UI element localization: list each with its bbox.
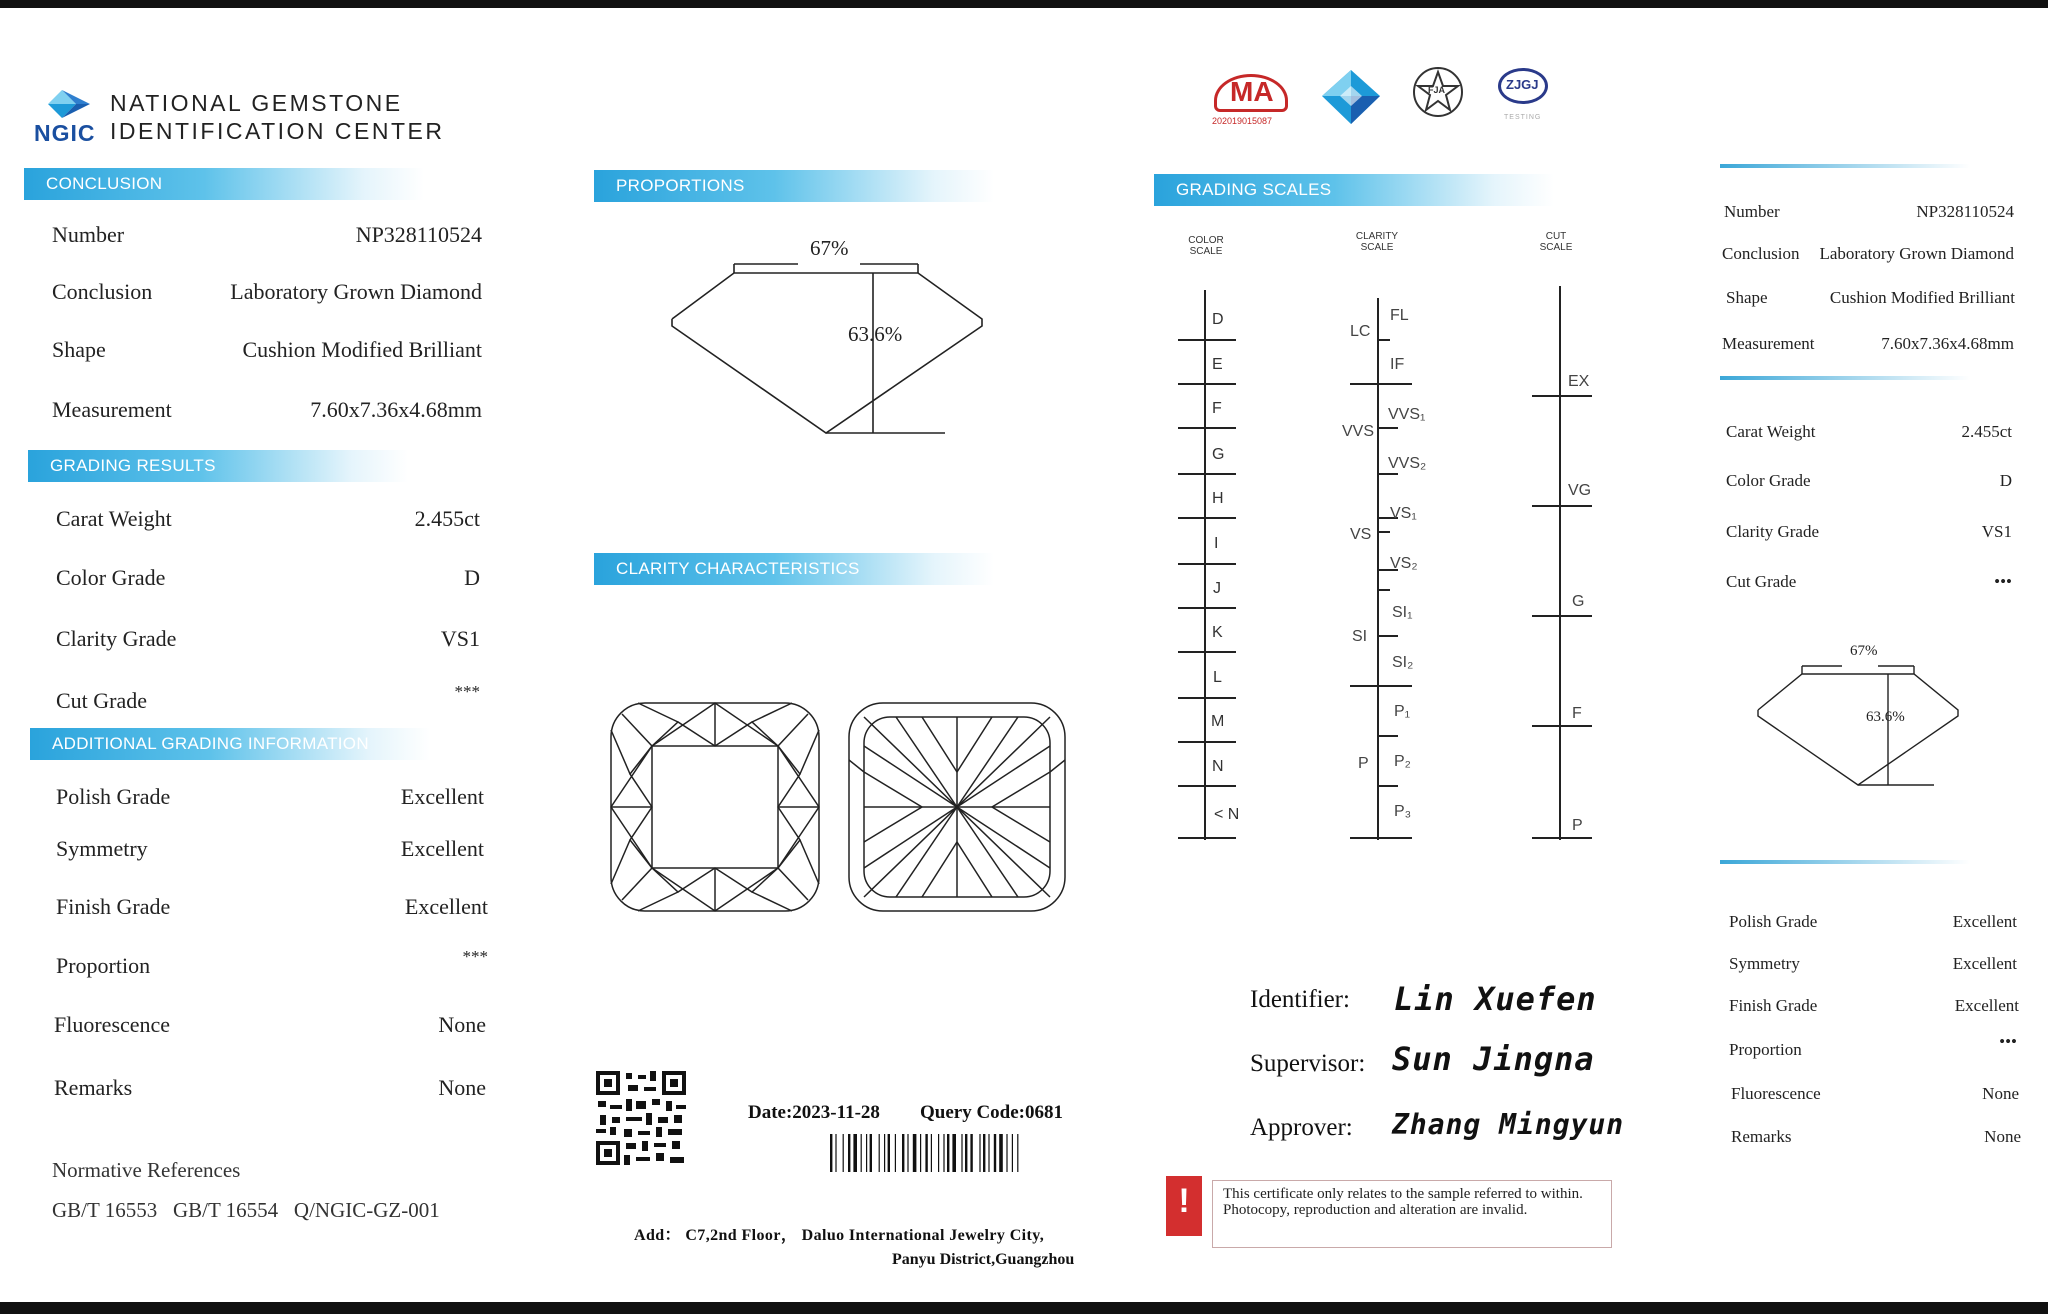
disclaimer-warning-icon: [1166, 1176, 1202, 1236]
supervisor-signature: Sun Jingna: [1392, 1040, 1595, 1078]
row-label: Proportion: [56, 953, 151, 978]
pavilion-plot: [846, 700, 1068, 914]
clarity-group: VVS: [1342, 423, 1375, 440]
row-label: Symmetry: [1729, 954, 1800, 973]
zjgj-logo: [1494, 68, 1552, 128]
summary-row: [1731, 1127, 2021, 1151]
summary-row: [1729, 1032, 2017, 1064]
row-value: •••: [1994, 572, 2012, 591]
row-label: Carat Weight: [56, 506, 172, 531]
disclaimer-box: [1212, 1180, 1612, 1248]
row-value: Excellent: [400, 836, 484, 861]
qr-code-icon: [596, 1071, 686, 1165]
org-name-line1: NATIONAL GEMSTONE: [110, 90, 403, 116]
query-code: Query Code:0681: [920, 1102, 1064, 1123]
summary-proportions-diagram: [1754, 640, 1964, 790]
cut-grade: EX: [1568, 373, 1590, 390]
summary-row: [1731, 1084, 2019, 1108]
color-letter: G: [1212, 446, 1225, 463]
clarity-grade: VVS₁: [1388, 406, 1426, 423]
grading-row: [56, 682, 480, 718]
row-label: Symmetry: [56, 836, 148, 861]
row-value: ***: [462, 947, 488, 966]
grading-row: [56, 506, 480, 536]
proportions-banner: PROPORTIONS: [594, 170, 994, 202]
fja-logo: [1412, 66, 1464, 118]
row-value: 2.455ct: [1961, 422, 2012, 441]
clarity-grade: P₂: [1394, 753, 1411, 770]
diamond-profile-small-icon: [1754, 640, 1964, 790]
color-scale-head: COLOR SCALE: [1188, 235, 1224, 257]
color-letter: N: [1212, 758, 1224, 775]
conclusion-row: [52, 337, 482, 367]
diamond-small-icon: [1320, 70, 1382, 128]
crown-plot: [608, 700, 822, 914]
row-label: Proportion: [1729, 1040, 1802, 1059]
normative-title: Normative References: [52, 1158, 241, 1182]
clarity-grade: P₃: [1394, 803, 1412, 820]
depth-percentage: 63.6%: [848, 322, 903, 346]
summary-divider: [1720, 376, 1970, 380]
clarity-grade: IF: [1390, 356, 1405, 373]
fja-text: FJA: [1428, 85, 1446, 95]
summary-row: [1729, 954, 2017, 978]
clarity-grade: VS₁: [1390, 505, 1417, 522]
row-label: Conclusion: [52, 279, 153, 304]
summary-divider: [1720, 164, 1970, 168]
color-letter: K: [1212, 624, 1223, 641]
identifier-signature: Lin Xuefen: [1394, 980, 1597, 1018]
normative-refs: GB/T 16553 GB/T 16554 Q/NGIC-GZ-001: [52, 1198, 440, 1222]
row-value: 7.60x7.36x4.68mm: [1881, 334, 2014, 353]
cut-grade: F: [1572, 705, 1582, 722]
color-letter: H: [1212, 490, 1224, 507]
conclusion-row: [52, 222, 482, 252]
row-value: 7.60x7.36x4.68mm: [310, 397, 482, 422]
summary-row: [1726, 471, 2012, 495]
color-letter: M: [1211, 713, 1225, 730]
clarity-group: P: [1358, 755, 1369, 772]
disclaimer-text: This certificate only relates to the sample referred to within. Photocopy, reproduction and alteration are invalid.: [1223, 1186, 1583, 1218]
color-letter: J: [1213, 580, 1221, 597]
grading-scales-banner: GRADING SCALES: [1154, 174, 1554, 206]
row-value: Excellent: [1952, 912, 2017, 931]
additional-row: [54, 1075, 486, 1105]
grading-results-banner: GRADING RESULTS: [28, 450, 408, 482]
row-value: None: [438, 1075, 486, 1100]
clarity-scale-head: CLARITY SCALE: [1355, 231, 1399, 253]
conclusion-row: [52, 397, 482, 427]
additional-row: [56, 947, 488, 983]
additional-row: [54, 1012, 486, 1042]
grading-row: [56, 626, 480, 656]
cut-grade: G: [1572, 593, 1585, 610]
address-line2: Panyu District,Guangzhou: [892, 1251, 1075, 1268]
color-letter: < N: [1214, 806, 1240, 823]
clarity-group: LC: [1350, 323, 1371, 340]
row-value: NP328110524: [355, 222, 482, 247]
address-line1: Add： C7,2nd Floor， Daluo International Jewelry City,: [634, 1227, 1045, 1244]
row-label: Finish Grade: [1729, 996, 1818, 1015]
row-value: None: [1984, 1127, 2021, 1146]
qr-code[interactable]: [596, 1071, 686, 1165]
row-value: VS1: [1981, 522, 2012, 541]
row-value: Cushion Modified Brilliant: [1829, 288, 2015, 307]
summary-row: [1724, 202, 2014, 226]
row-label: Carat Weight: [1726, 422, 1816, 441]
cut-grade: VG: [1568, 482, 1592, 499]
row-label: Measurement: [1722, 334, 1815, 353]
summary-depth-percentage: 63.6%: [1866, 709, 1905, 725]
row-label: Conclusion: [1722, 244, 1800, 263]
row-label: Fluorescence: [54, 1012, 171, 1037]
clarity-grade: VS₂: [1390, 555, 1418, 572]
row-value: Cushion Modified Brilliant: [242, 337, 482, 362]
row-value: 2.455ct: [414, 506, 480, 531]
row-value: •••: [1999, 1032, 2017, 1051]
clarity-grade: FL: [1390, 307, 1409, 324]
additional-row: [56, 784, 484, 814]
cut-scale-head: CUT SCALE: [1539, 231, 1573, 253]
row-value: None: [1982, 1084, 2019, 1103]
barcode: [830, 1134, 1074, 1172]
row-label: Number: [1724, 202, 1780, 221]
summary-row: [1722, 244, 2014, 268]
cma-logo: [1208, 74, 1296, 130]
cma-text: MA: [1230, 76, 1274, 107]
clarity-grade: SI₁: [1392, 604, 1413, 621]
table-percentage: 67%: [810, 236, 849, 260]
clarity-characteristics-banner: CLARITY CHARACTERISTICS: [594, 553, 994, 585]
row-label: Cut Grade: [56, 688, 148, 713]
zjgj-sub: TESTING: [1504, 114, 1542, 121]
cut-grade: P: [1572, 817, 1583, 834]
additional-row: [56, 894, 488, 924]
row-label: Shape: [1726, 288, 1768, 307]
conclusion-row: [52, 279, 482, 309]
bottom-edge: [0, 1302, 2048, 1314]
summary-row: [1726, 572, 2012, 596]
grading-row: [56, 565, 480, 595]
row-value: Laboratory Grown Diamond: [230, 279, 482, 304]
row-value: Laboratory Grown Diamond: [1819, 244, 2014, 263]
row-label: Cut Grade: [1726, 572, 1797, 591]
pavilion-facet-diagram-icon: [846, 700, 1068, 914]
color-letter: D: [1212, 311, 1224, 328]
crown-facet-diagram-icon: [608, 700, 822, 914]
row-value: D: [1999, 471, 2012, 490]
barcode-icon: [830, 1134, 1074, 1172]
summary-row: [1726, 288, 2015, 312]
summary-row: [1729, 912, 2017, 936]
identifier-label: Identifier:: [1250, 986, 1350, 1013]
clarity-group: SI: [1352, 628, 1368, 645]
summary-row: [1729, 996, 2019, 1020]
row-label: Measurement: [52, 397, 172, 422]
additional-info-banner: ADDITIONAL GRADING INFORMATION: [30, 728, 430, 760]
summary-row: [1726, 522, 2012, 546]
approver-signature: Zhang Mingyun: [1392, 1108, 1625, 1141]
clarity-grade: SI₂: [1392, 654, 1414, 671]
clarity-group: VS: [1350, 526, 1372, 543]
row-label: Color Grade: [1726, 471, 1811, 490]
supervisor-label: Supervisor:: [1250, 1050, 1366, 1077]
cma-number: 202019015087: [1212, 116, 1273, 126]
top-edge: [0, 0, 2048, 8]
row-value: None: [438, 1012, 486, 1037]
conclusion-banner: CONCLUSION: [24, 168, 424, 200]
row-label: Shape: [52, 337, 106, 362]
proportions-diagram: [660, 230, 1000, 440]
ngic-small-logo: [1320, 70, 1382, 128]
certificate-date: Date:2023-11-28: [748, 1102, 880, 1123]
row-label: Clarity Grade: [56, 626, 177, 651]
clarity-grade: P₁: [1394, 703, 1411, 720]
row-label: Polish Grade: [56, 784, 171, 809]
summary-row: [1722, 334, 2014, 358]
summary-row: [1726, 422, 2012, 446]
approver-label: Approver:: [1250, 1114, 1353, 1141]
row-value: ***: [454, 682, 480, 701]
row-value: Excellent: [404, 894, 488, 919]
row-value: Excellent: [1952, 954, 2017, 973]
row-label: Number: [52, 222, 125, 247]
row-label: Color Grade: [56, 565, 166, 590]
org-name-line2: IDENTIFICATION CENTER: [110, 118, 445, 144]
color-letter: L: [1213, 669, 1222, 686]
color-letter: F: [1212, 400, 1222, 417]
row-value: D: [464, 565, 480, 590]
row-value: Excellent: [400, 784, 484, 809]
diamond-profile-icon: [660, 230, 1000, 440]
row-value: VS1: [440, 626, 480, 651]
row-label: Finish Grade: [56, 894, 171, 919]
summary-table-percentage: 67%: [1850, 643, 1878, 659]
ngic-logo-text: NGIC: [34, 120, 96, 146]
row-label: Polish Grade: [1729, 912, 1818, 931]
warning-mark: !: [1178, 1182, 1190, 1220]
zjgj-text: ZJGJ: [1506, 77, 1539, 92]
row-label: Clarity Grade: [1726, 522, 1819, 541]
row-label: Remarks: [1731, 1127, 1792, 1146]
color-letter: E: [1212, 356, 1223, 373]
row-value: Excellent: [1954, 996, 2019, 1015]
row-label: Remarks: [54, 1075, 133, 1100]
color-letter: I: [1214, 535, 1219, 552]
additional-row: [56, 836, 484, 866]
row-label: Fluorescence: [1731, 1084, 1821, 1103]
row-value: NP328110524: [1916, 202, 2014, 221]
clarity-grade: VVS₂: [1388, 455, 1427, 472]
summary-divider: [1720, 860, 1970, 864]
